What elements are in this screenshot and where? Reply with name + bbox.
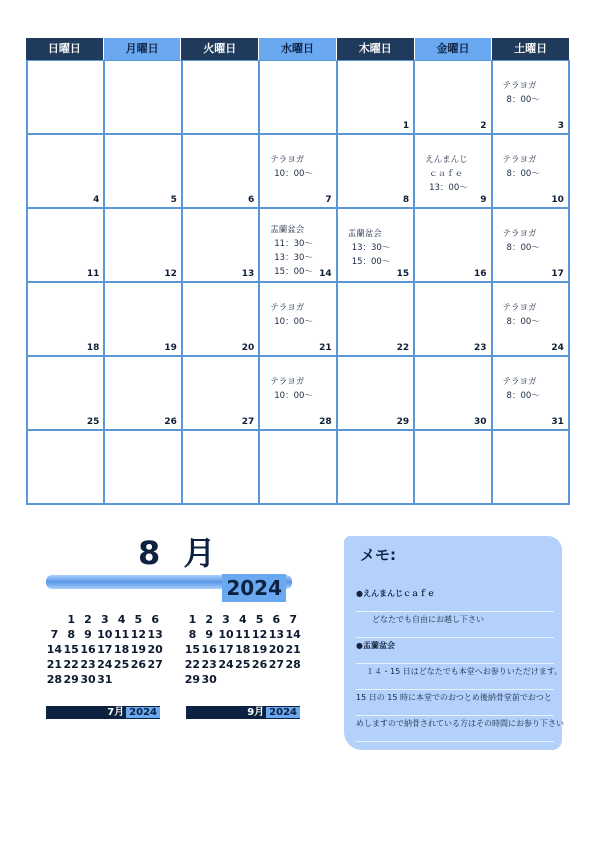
mini-calendar-row xyxy=(46,657,164,672)
calendar-grid xyxy=(26,60,570,505)
calendar-day-cell[interactable] xyxy=(183,283,260,357)
mini-calendar-day: 21 xyxy=(46,658,63,671)
event-detail: 15：00～ xyxy=(274,267,313,277)
calendar-day-cell[interactable] xyxy=(493,61,570,135)
mini-calendar-row xyxy=(184,657,302,672)
day-number: 9 xyxy=(480,195,487,205)
mini-calendar-day xyxy=(113,672,130,687)
day-event xyxy=(503,227,564,255)
memo-line: ●盂蘭盆会 xyxy=(356,638,554,664)
day-number: 24 xyxy=(551,343,564,353)
mini-calendar-day: 4 xyxy=(117,613,126,626)
mini-calendar-day xyxy=(130,672,147,687)
calendar-day-cell[interactable] xyxy=(338,283,415,357)
monthly-calendar xyxy=(26,38,570,505)
day-number: 21 xyxy=(319,343,332,353)
calendar-day-cell[interactable] xyxy=(493,209,570,283)
mini-calendar-day: 8 xyxy=(67,628,76,641)
calendar-day-cell[interactable] xyxy=(338,209,415,283)
mini-calendar-day: 9 xyxy=(205,628,214,641)
day-event xyxy=(270,375,331,403)
day-number: 31 xyxy=(551,417,564,427)
calendar-day-cell[interactable] xyxy=(493,431,570,505)
mini-calendar-day: 18 xyxy=(113,643,130,656)
calendar-day-cell[interactable] xyxy=(105,431,182,505)
day-number: 17 xyxy=(551,269,564,279)
mini-calendar-day xyxy=(234,672,251,687)
event-detail: 8：00～ xyxy=(506,169,540,179)
event-detail: 10：00～ xyxy=(274,169,313,179)
day-event xyxy=(348,227,409,269)
day-event xyxy=(425,153,486,195)
day-number: 16 xyxy=(474,269,487,279)
mini-calendar-row xyxy=(46,627,164,642)
calendar-day-cell[interactable] xyxy=(415,209,492,283)
calendar-day-cell[interactable] xyxy=(105,209,182,283)
calendar-day-cell[interactable] xyxy=(338,357,415,431)
calendar-day-cell[interactable] xyxy=(415,357,492,431)
event-detail: 13：30～ xyxy=(351,243,391,253)
day-number: 3 xyxy=(557,121,564,131)
event-title: テラヨガ xyxy=(270,377,305,387)
calendar-day-cell[interactable] xyxy=(28,135,105,209)
mini-calendar-day: 14 xyxy=(285,628,301,641)
mini-calendar-day: 1 xyxy=(67,613,76,626)
calendar-day-cell[interactable] xyxy=(28,431,105,505)
calendar-day-cell[interactable] xyxy=(415,283,492,357)
mini-calendar-day: 24 xyxy=(97,658,113,671)
calendar-day-cell[interactable] xyxy=(28,209,105,283)
event-detail: 13：30～ xyxy=(274,253,313,263)
month-title: 8 月 xyxy=(138,534,222,572)
mini-calendar-row xyxy=(184,627,302,642)
memo-line: ●えんまんじｃａｆｅ xyxy=(356,586,554,612)
mini-calendar-day: 23 xyxy=(80,658,96,671)
calendar-day-cell[interactable] xyxy=(105,135,182,209)
mini-calendar-day: 20 xyxy=(147,643,163,656)
calendar-day-cell[interactable] xyxy=(183,357,260,431)
calendar-day-cell[interactable] xyxy=(415,431,492,505)
mini-calendar-day: 26 xyxy=(130,658,147,671)
event-detail: 8：00～ xyxy=(506,391,540,401)
calendar-day-cell[interactable] xyxy=(183,209,260,283)
event-detail: 8：00～ xyxy=(506,317,540,327)
mini-calendar-day: 3 xyxy=(100,613,109,626)
calendar-week xyxy=(28,431,570,505)
mini-calendar-day xyxy=(268,672,285,687)
mini-calendar-day: 8 xyxy=(188,628,197,641)
mini-calendar-day: 12 xyxy=(251,628,268,641)
mini-calendar-day: 25 xyxy=(113,658,130,671)
mini-calendar-day: 9 xyxy=(84,628,92,641)
mini-calendar-row xyxy=(184,642,302,657)
mini-calendar-day: 11 xyxy=(235,628,251,641)
mini-calendar-day xyxy=(147,672,164,687)
day-number: 2 xyxy=(480,121,487,131)
day-event xyxy=(270,153,331,181)
day-number: 23 xyxy=(474,343,487,353)
mini-calendar-day: 31 xyxy=(97,673,113,686)
day-number: 14 xyxy=(319,269,332,279)
mini-calendar-day: 30 xyxy=(80,673,96,686)
mini-calendar-day xyxy=(218,672,235,687)
mini-calendar-day: 18 xyxy=(235,643,251,656)
memo-line: １４・15 日はどなたでも本堂へお参りいただけます。 xyxy=(356,664,554,690)
mini-calendar-day: 24 xyxy=(218,658,234,671)
weekday-header-cell: 金曜日 xyxy=(415,38,493,60)
mini-calendar-row xyxy=(46,672,164,687)
calendar-day-cell[interactable] xyxy=(183,135,260,209)
event-title: えんまんじ xyxy=(425,155,468,165)
mini-calendar-day: 2 xyxy=(205,613,214,626)
event-title: 盂蘭盆会 xyxy=(347,229,382,239)
calendar-week xyxy=(28,283,570,357)
day-number: 1 xyxy=(402,121,410,131)
mini-calendar-day: 17 xyxy=(97,643,113,656)
event-detail: 8：00～ xyxy=(506,243,540,253)
calendar-day-cell[interactable] xyxy=(493,357,570,431)
day-number: 8 xyxy=(402,195,410,205)
event-title: テラヨガ xyxy=(502,155,537,165)
day-event xyxy=(270,223,331,279)
event-title: テラヨガ xyxy=(270,155,305,165)
mini-calendar-day: 19 xyxy=(130,643,147,656)
weekday-header-cell: 月曜日 xyxy=(104,38,182,60)
mini-calendar-day: 30 xyxy=(201,673,217,686)
mini-calendar-day: 3 xyxy=(222,613,230,626)
mini-calendar-day: 19 xyxy=(251,643,268,656)
day-number: 29 xyxy=(396,417,410,427)
mini-calendar-day: 2 xyxy=(84,613,92,626)
mini-calendar-row xyxy=(184,612,302,627)
event-detail: 10：00～ xyxy=(274,317,313,327)
day-number: 30 xyxy=(474,417,487,427)
mini-calendar-row xyxy=(46,642,164,657)
mini-calendar-day xyxy=(46,612,63,627)
mini-calendar-day: 22 xyxy=(184,658,201,671)
event-detail: 15：00～ xyxy=(351,257,391,267)
mini-calendar-day: 27 xyxy=(268,658,285,671)
day-number: 28 xyxy=(319,417,332,427)
day-number: 5 xyxy=(170,195,177,205)
day-number: 25 xyxy=(86,417,100,427)
calendar-day-cell[interactable] xyxy=(260,135,337,209)
calendar-day-cell[interactable] xyxy=(28,283,105,357)
mini-label-year: 2024 xyxy=(266,707,300,718)
memo-title: メモ: xyxy=(360,546,396,564)
day-number: 7 xyxy=(325,195,332,205)
weekday-header-cell: 日曜日 xyxy=(26,38,104,60)
mini-calendar-day: 6 xyxy=(151,613,159,626)
calendar-day-cell[interactable] xyxy=(338,431,415,505)
mini-calendar-day: 12 xyxy=(130,628,147,641)
mini-calendar-day: 5 xyxy=(134,613,143,626)
mini-calendar-day: 7 xyxy=(50,628,59,641)
event-title: テラヨガ xyxy=(502,377,537,387)
day-number: 10 xyxy=(551,195,564,205)
day-event xyxy=(503,153,564,181)
event-title: テラヨガ xyxy=(270,303,305,313)
mini-calendar-day: 27 xyxy=(147,658,163,671)
event-detail: 11：30～ xyxy=(274,239,313,249)
mini-calendar-day: 6 xyxy=(272,613,281,626)
day-number: 26 xyxy=(164,417,177,427)
event-title: テラヨガ xyxy=(502,229,537,239)
day-number: 6 xyxy=(248,195,255,205)
weekday-header-cell: 火曜日 xyxy=(181,38,259,60)
day-number: 15 xyxy=(396,269,410,279)
event-title: テラヨガ xyxy=(502,303,537,313)
mini-calendar-day: 13 xyxy=(147,628,163,641)
mini-calendar-day: 5 xyxy=(255,613,264,626)
mini-calendar-day: 10 xyxy=(218,628,234,641)
event-detail: 13：00～ xyxy=(429,183,468,193)
mini-calendar-day: 7 xyxy=(289,613,297,626)
event-title: 盂蘭盆会 xyxy=(270,225,305,235)
memo-line: どなたでも自由にお越し下さい xyxy=(356,612,554,638)
mini-calendar-day: 4 xyxy=(238,613,247,626)
mini-calendar-day: 22 xyxy=(63,658,79,671)
calendar-week xyxy=(28,135,570,209)
day-number: 4 xyxy=(93,195,100,205)
mini-calendar-day xyxy=(285,672,302,687)
mini-label-month: 9月 xyxy=(247,707,265,718)
calendar-day-cell[interactable] xyxy=(338,135,415,209)
calendar-day-cell[interactable] xyxy=(28,61,105,135)
calendar-day-cell[interactable] xyxy=(28,357,105,431)
weekday-header-cell: 土曜日 xyxy=(492,38,570,60)
event-title: テラヨガ xyxy=(502,81,537,91)
weekday-header-cell: 木曜日 xyxy=(337,38,415,60)
calendar-week xyxy=(28,357,570,431)
calendar-day-cell[interactable] xyxy=(105,357,182,431)
mini-calendar-day: 13 xyxy=(268,628,285,641)
mini-calendar-day: 21 xyxy=(285,643,301,656)
calendar-day-cell[interactable] xyxy=(415,61,492,135)
year-badge: 2024 xyxy=(222,574,286,602)
mini-calendar-day: 15 xyxy=(63,643,79,656)
day-event xyxy=(503,301,564,329)
mini-calendar-day: 1 xyxy=(188,613,197,626)
calendar-day-cell[interactable] xyxy=(183,61,260,135)
calendar-day-cell[interactable] xyxy=(338,61,415,135)
mini-calendar-day: 28 xyxy=(46,673,63,686)
calendar-week xyxy=(28,61,570,135)
mini-calendar-day: 16 xyxy=(201,643,217,656)
mini-calendar-day: 26 xyxy=(251,658,268,671)
mini-calendar-day: 29 xyxy=(63,673,79,686)
mini-label-month: 7月 xyxy=(107,707,125,718)
calendar-week xyxy=(28,209,570,283)
day-number: 19 xyxy=(164,343,177,353)
mini-label-year: 2024 xyxy=(126,707,160,718)
mini-calendar-day: 14 xyxy=(46,643,63,656)
calendar-day-cell[interactable] xyxy=(183,431,260,505)
calendar-day-cell[interactable] xyxy=(105,61,182,135)
day-number: 18 xyxy=(86,343,100,353)
day-number: 20 xyxy=(241,343,255,353)
day-event xyxy=(270,301,331,329)
mini-calendar-day: 16 xyxy=(80,643,96,656)
mini-calendar-september xyxy=(184,612,302,687)
memo-body xyxy=(356,586,564,742)
mini-calendar-row xyxy=(184,672,302,687)
mini-calendar-day: 17 xyxy=(218,643,234,656)
mini-calendar-day xyxy=(251,672,268,687)
calendar-day-cell[interactable] xyxy=(260,61,337,135)
day-number: 12 xyxy=(164,269,177,279)
calendar-day-cell[interactable] xyxy=(105,283,182,357)
day-number: 22 xyxy=(396,343,410,353)
calendar-day-cell[interactable] xyxy=(260,431,337,505)
calendar-day-cell[interactable] xyxy=(260,283,337,357)
mini-label-september xyxy=(186,706,300,719)
mini-calendar-july xyxy=(46,612,164,687)
mini-calendar-row xyxy=(46,612,164,627)
event-detail: 10：00～ xyxy=(274,391,313,401)
mini-label-july xyxy=(46,706,160,719)
weekday-header-cell: 水曜日 xyxy=(259,38,337,60)
calendar-day-cell[interactable] xyxy=(493,283,570,357)
mini-calendar-day: 23 xyxy=(201,658,217,671)
day-event xyxy=(503,375,564,403)
memo-line: めしますので納骨されている方はその時間にお参り下さい xyxy=(356,716,554,742)
mini-calendar-day: 25 xyxy=(235,658,251,671)
calendar-day-cell[interactable] xyxy=(415,135,492,209)
mini-calendar-day: 10 xyxy=(97,628,113,641)
mini-calendar-day: 28 xyxy=(285,658,301,671)
mini-calendar-day: 29 xyxy=(184,673,201,686)
calendar-day-cell[interactable] xyxy=(493,135,570,209)
calendar-day-cell[interactable] xyxy=(260,357,337,431)
mini-calendar-day: 20 xyxy=(268,643,285,656)
day-number: 27 xyxy=(241,417,255,427)
event-detail: ｃａｆｅ xyxy=(429,169,464,179)
day-number: 11 xyxy=(86,269,100,279)
event-detail: 8：00～ xyxy=(506,95,540,105)
day-number: 13 xyxy=(241,269,255,279)
mini-calendar-day: 11 xyxy=(113,628,130,641)
day-event xyxy=(503,79,564,107)
memo-line: 15 日の 15 時に本堂でのおつとめ後納骨堂前でおつと xyxy=(356,690,554,716)
memo-panel xyxy=(344,536,562,750)
mini-calendar-day: 15 xyxy=(184,643,201,656)
weekday-header xyxy=(26,38,570,60)
calendar-day-cell[interactable] xyxy=(260,209,337,283)
